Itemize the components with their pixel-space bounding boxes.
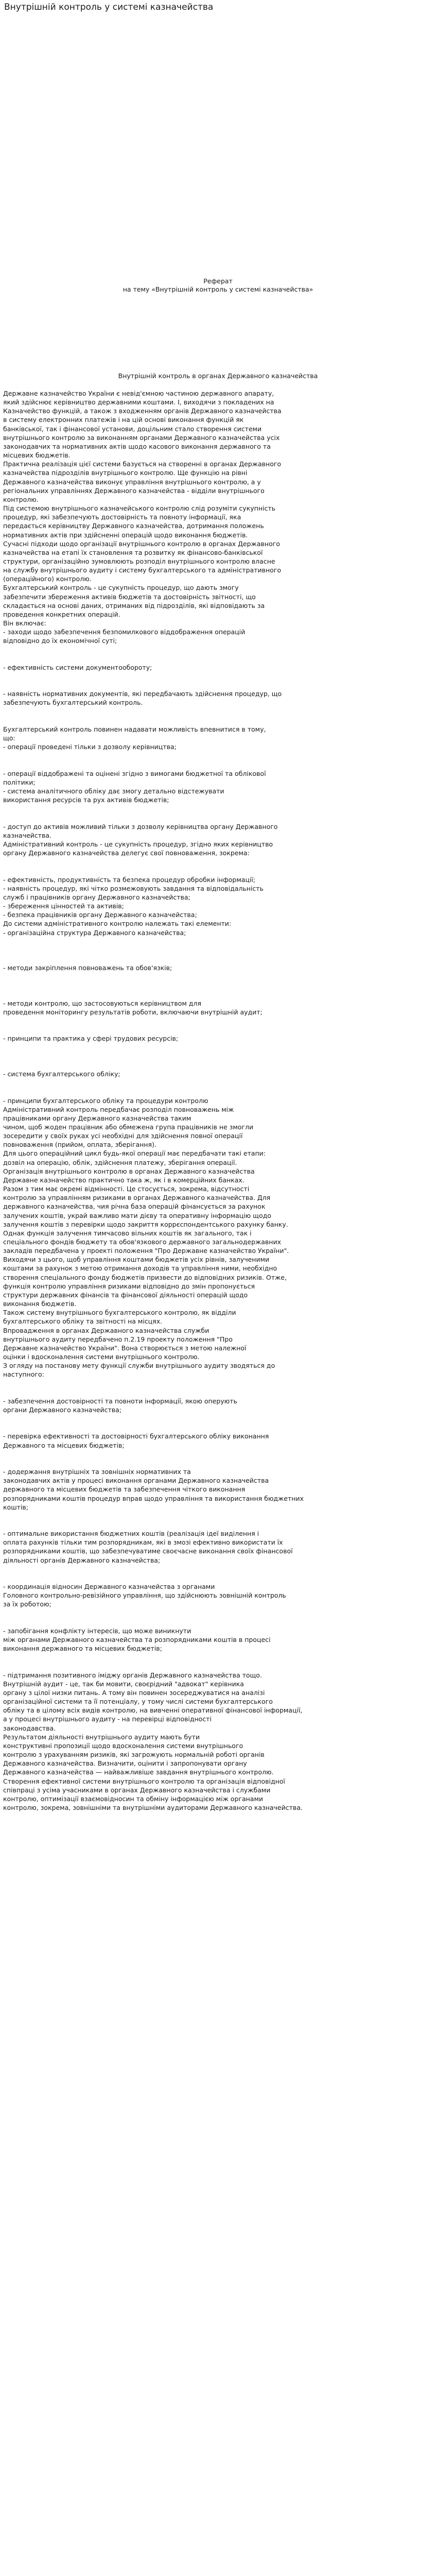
text-line: - забезпечення достовірності та повноти інформації, якою оперують bbox=[3, 1397, 237, 1405]
text-line: - доступ до активів можливий тільки з дозволу керівництва органу Державного bbox=[3, 822, 278, 831]
text-line: розпорядниками коштів процедур вправ щодо управління та використання бюджетних bbox=[3, 1494, 304, 1502]
blank-line bbox=[3, 1512, 432, 1520]
text-line: контролю, оптимізації взаємовідносин та обміну інформацією між органами bbox=[3, 1794, 264, 1803]
text-line: структури державних фінансів та фінансової діяльності операцій щодо bbox=[3, 1291, 248, 1299]
text-line: Внутрішній аудит - це, так би мовити, своєрідний "адвокат" керівника bbox=[3, 1680, 244, 1688]
blank-line bbox=[3, 1662, 432, 1671]
text-line: З огляду на постанову мету функції служби внутрішнього аудиту зводяться до bbox=[3, 1362, 275, 1370]
blank-line bbox=[3, 672, 432, 681]
text-line: органи Державного казначейства; bbox=[3, 1405, 122, 1414]
text-line: конструктивні пропозиції щодо вдосконалення системи внутрішнього bbox=[3, 1741, 243, 1750]
text-line: проведення конкретних операцій. bbox=[3, 610, 120, 618]
text-line: - безпека працівників органу Державного казначейства; bbox=[3, 911, 197, 919]
text-line: Головного контрольно-ревізійного управління, що здійснюють зовнішній контроль bbox=[3, 1591, 286, 1600]
text-line: внутрішнього аудиту передбачено п.2.19 проекту положення "Про bbox=[3, 1335, 233, 1343]
text-line: Адміністративний контроль передбачає розподіл повноважень між bbox=[3, 1105, 234, 1113]
text-line: забезпечити збереження активів бюджетів та достовірність звітності, що bbox=[3, 592, 256, 601]
blank-line bbox=[3, 1520, 432, 1529]
text-line: виконання державного та місцевих бюджетів; bbox=[3, 1645, 162, 1653]
text-line: дозвіл на операцію, облік, здійснення платежу, зберігання операції. bbox=[3, 1158, 237, 1166]
text-line: проведення моніторингу результатів роботи, включаючи внутрішній аудит; bbox=[3, 1008, 263, 1016]
text-line: казначейства на етапі їх становлення та розвитку як фінансово-банківської bbox=[3, 548, 263, 556]
text-line: співпраці з усіма учасниками в органах Державного казначейства і службами bbox=[3, 1786, 271, 1794]
text-line: забезпечують бухгалтерський контроль. bbox=[3, 699, 143, 707]
blank-line bbox=[3, 972, 432, 981]
text-line: працівниками органу Державного казначейства таким bbox=[3, 1114, 191, 1122]
blank-line bbox=[3, 1414, 432, 1423]
text-line: контролю за управлінням ризиками в органах Державного казначейства. Для bbox=[3, 1194, 271, 1202]
text-line: - принципи бухгалтерського обліку та процедури контролю bbox=[3, 1096, 208, 1105]
text-line: служб і працівників органу Державного казначейства; bbox=[3, 893, 190, 901]
blank-line bbox=[3, 1016, 432, 1025]
blank-line bbox=[3, 1078, 432, 1087]
text-line: місцевих бюджетів. bbox=[3, 451, 71, 460]
text-line: Державного казначейства виконує управління внутрішнього контролю, а у bbox=[3, 478, 261, 486]
blank-line bbox=[3, 1379, 432, 1388]
blank-line bbox=[3, 654, 432, 663]
text-line: казначейства підрозділів внутрішнього контролю. Ще функцію на рівні bbox=[3, 469, 248, 477]
text-line: Створення ефективної системи внутрішнього контролю та організація відповідної bbox=[3, 1777, 285, 1785]
blank-line bbox=[3, 1087, 432, 1096]
text-line: а у процесі внутрішнього аудиту - на перевірці відповідності bbox=[3, 1715, 212, 1723]
text-line: - організаційна структура Державного казначейства; bbox=[3, 928, 186, 937]
blank-line bbox=[3, 1061, 432, 1070]
text-line: Разом з тим має окремі відмінності. Це стосується, зокрема, відсутності bbox=[3, 1185, 250, 1193]
text-line: - операції віддображені та оцінені згідно з вимогами бюджетної та облікової bbox=[3, 769, 266, 777]
text-line: законодавчих актів у процесі виконання органами Державного казначейства bbox=[3, 1477, 269, 1485]
text-line: спеціального фондів бюджету та обов'язкового державного загальнодержавних bbox=[3, 1238, 281, 1246]
text-line: регіональних управліннях Державного казначейства - відділи внутрішнього bbox=[3, 486, 265, 495]
text-line: - система бухгалтерського обліку; bbox=[3, 1070, 120, 1078]
text-line: державного та місцевих бюджетів та забезпечення чіткого виконання bbox=[3, 1485, 246, 1494]
text-line: на службу внутрішнього аудиту і систему бухгалтерського та адміністративного bbox=[3, 566, 281, 574]
text-line: нормативних актів при здійсненні операцій щодо виконання бюджетів. bbox=[3, 531, 248, 539]
blank-line bbox=[3, 866, 432, 875]
text-line: Впровадження в органах Державного казначейства служби bbox=[3, 1326, 210, 1334]
text-line: - наявність процедур, які чітко розмежовують завдання та відповідальність bbox=[3, 884, 264, 892]
text-line: розпорядниками коштів, що забезпечуватиме своєчасне виконання своїх фінансової bbox=[3, 1547, 293, 1555]
blank-line bbox=[3, 1423, 432, 1432]
text-line: Бухгалтерський контроль повинен надавати можливість впевнитися в тому, bbox=[3, 725, 266, 733]
blank-line bbox=[3, 955, 432, 963]
text-line: До системи адміністративного контролю належать такі елементи: bbox=[3, 920, 232, 928]
blank-line bbox=[3, 937, 432, 946]
text-line: казначейства. bbox=[3, 831, 52, 839]
text-line: - принципи та практика у сфері трудових ресурсів; bbox=[3, 1035, 179, 1043]
text-line: структури, організаційно зумовлюють розподіл внутрішнього контролю власне bbox=[3, 557, 275, 565]
blank-line bbox=[3, 760, 432, 769]
section-heading: Внутрішній контроль в органах Державного казначейства bbox=[118, 372, 318, 380]
text-line: оцінки і вдосконалення системи внутрішнього контролю. bbox=[3, 1353, 200, 1361]
document-topic: на тему «Внутрішній контроль у системі казначейства» bbox=[123, 285, 313, 293]
blank-line bbox=[3, 1618, 432, 1626]
text-line: Під системою внутрішнього казначейського контролю слід розуміти сукупність bbox=[3, 504, 275, 513]
text-line: Державне казначейство практично така ж, як і в комерційних банках. bbox=[3, 1176, 245, 1184]
text-line: відповідно до їх економічної суті; bbox=[3, 637, 117, 645]
blank-line bbox=[3, 814, 432, 822]
document-label: Реферат bbox=[203, 277, 233, 285]
text-line: процедур, які забезпечують достовірність та повноту інформації, яка bbox=[3, 513, 241, 521]
text-line: - запобігання конфлікту інтересів, що може виникнути bbox=[3, 1626, 191, 1635]
text-line: - система аналітичного обліку дає змогу детально відстежувати bbox=[3, 787, 224, 795]
text-line: Результатом діяльності внутрішнього аудиту мають бути bbox=[3, 1733, 200, 1741]
text-line: - збереження цінностей та активів; bbox=[3, 902, 124, 910]
text-line: - заходи щодо забезпечення безпомилкового віддображення операцій bbox=[3, 628, 246, 636]
text-line: - оптимальне використання бюджетних коштів (реалізація ідеї виділення і bbox=[3, 1530, 259, 1538]
text-line: банківської, так і фінансової установи, доцільним стало створення системи bbox=[3, 425, 262, 433]
text-line: органу з цілої низки питань. А тому він повинен зосереджуватися на аналізі bbox=[3, 1688, 265, 1697]
text-line: законодавства. bbox=[3, 1724, 56, 1732]
text-line: - перевірка ефективності та достовірності бухгалтерського обліку виконання bbox=[3, 1432, 269, 1440]
text-line: передається керівництву Державного казначейства, дотримання положень bbox=[3, 522, 264, 530]
blank-line bbox=[3, 857, 432, 866]
text-line: контролю з урахуванням ризиків, які загрожують нормальній роботі органів bbox=[3, 1751, 265, 1759]
text-line: контролю, зокрема, зовнішніми та внутрішніми аудиторами Державного казначейства. bbox=[3, 1804, 303, 1811]
text-line: чином, щоб жоден працівник або обмежена група працівників не змогли bbox=[3, 1123, 254, 1131]
text-line: що: bbox=[3, 734, 15, 742]
blank-line bbox=[3, 1459, 432, 1467]
text-line: - ефективність системи документообороту; bbox=[3, 663, 152, 671]
text-line: Для цього операційний цикл будь-якої операції має передбачати такі етапи: bbox=[3, 1149, 266, 1158]
text-line: - координація відносин Державного казначейства з органами bbox=[3, 1583, 215, 1591]
document-body bbox=[3, 389, 432, 1812]
blank-line bbox=[3, 990, 432, 999]
text-line: наступного: bbox=[3, 1370, 44, 1379]
blank-line bbox=[3, 804, 432, 813]
text-line: політики; bbox=[3, 778, 36, 786]
text-line: який здійснює керівництво державними коштами. І, виходячи з покладених на bbox=[3, 398, 274, 406]
text-line: повноваження (прийом, оплата, зберігання). bbox=[3, 1141, 156, 1149]
text-line: - операції проведені тільки з дозволу керівництва; bbox=[3, 743, 177, 751]
text-line: внутрішнього контролю за виконанням органами Державного казначейства усіх bbox=[3, 433, 280, 442]
blank-line bbox=[3, 1609, 432, 1618]
text-line: Державного та місцевих бюджетів; bbox=[3, 1441, 125, 1449]
text-line: організаційної системи та її потенціалу, у тому числі системи бухгалтерського bbox=[3, 1698, 273, 1706]
blank-line bbox=[3, 1052, 432, 1061]
blank-line bbox=[3, 1025, 432, 1034]
text-line: Виходячи з цього, щоб управління коштами бюджетів усіх рівнів, залученими bbox=[3, 1256, 270, 1264]
text-line: Державного казначейства. Визначити, оцінити і запропонувати органу bbox=[3, 1759, 247, 1768]
text-line: залучених коштів, украй важливо мати дієву та оперативну інформацію щодо bbox=[3, 1211, 271, 1219]
blank-line bbox=[3, 707, 432, 716]
text-line: діяльності органів Державного казначейства; bbox=[3, 1556, 161, 1564]
text-line: - ефективність, продуктивність та безпека процедур обробки інформації; bbox=[3, 875, 256, 884]
blank-line bbox=[3, 1450, 432, 1459]
text-line: органу Державного казначейства делегує свої повноваження, зокрема: bbox=[3, 849, 250, 857]
text-line: Практична реалізація цієї системи базується на створенні в органах Державного bbox=[3, 460, 282, 468]
text-line: Сучасні підходи щодо організації внутрішнього контролю в органах Державного bbox=[3, 539, 280, 548]
text-line: Він включає: bbox=[3, 619, 46, 628]
text-line: Бухгалтерський контроль - це сукупність процедур, що дають змогу bbox=[3, 584, 239, 592]
text-line: виконання бюджетів. bbox=[3, 1300, 77, 1308]
text-line: використання ресурсів та рух активів бюджетів; bbox=[3, 796, 169, 804]
text-line: функція контролю управління ризиками відповідно до змін пропонується bbox=[3, 1282, 255, 1290]
text-line: Однак функція залучення тимчасово вільних коштів як загального, так і bbox=[3, 1229, 252, 1237]
text-line: Адміністративний контроль - це сукупність процедур, згідно яких керівництво bbox=[3, 840, 273, 848]
text-line: оплата рахунків тільки тим розпорядникам, які в змозі ефективно використати їх bbox=[3, 1538, 283, 1547]
text-line: закладів передбачена у проекті положення "Про Державне казначейство України". bbox=[3, 1247, 289, 1255]
text-line: - додержання внутрішніх та зовнішніх нормативних та bbox=[3, 1468, 191, 1476]
text-line: обліку та в цілому всіх видів контролю, на вивченні оперативної фінансової інформації, bbox=[3, 1706, 303, 1715]
page-title: Внутрішній контроль у системі казначейства bbox=[4, 2, 214, 12]
blank-line bbox=[3, 946, 432, 955]
text-line: Також систему внутрішнього бухгалтерського контролю, як відділи bbox=[3, 1309, 236, 1317]
blank-line bbox=[3, 681, 432, 689]
text-line: Державного казначейства — найважливіше завдання внутрішнього контролю. bbox=[3, 1768, 274, 1776]
text-line: - методи закріплення повноважень та обов'язків; bbox=[3, 964, 172, 972]
blank-line bbox=[3, 716, 432, 725]
text-line: коштами за рахунок з метою отримання доходів та управління ними, необхідно bbox=[3, 1264, 277, 1273]
blank-line bbox=[3, 1388, 432, 1397]
blank-line bbox=[3, 981, 432, 990]
text-line: законодавчих та нормативних актів щодо касового виконання державного та bbox=[3, 442, 271, 450]
text-line: зосередити у своїх руках усі необхідні для здійснення повної операції bbox=[3, 1132, 243, 1140]
text-line: створення спеціального фонду бюджетів призвести до відповідних ризиків. Отже, bbox=[3, 1273, 287, 1281]
blank-line bbox=[3, 646, 432, 654]
blank-line bbox=[3, 1043, 432, 1052]
text-line: - підтримання позитивного іміджу органів Державного казначейства тощо. bbox=[3, 1671, 262, 1679]
text-line: за їх роботою; bbox=[3, 1600, 51, 1608]
text-line: державного казначейства, чия річна база операцій фінансується за рахунок bbox=[3, 1202, 266, 1211]
text-line: бухгалтерського обліку та звітності на місцях. bbox=[3, 1317, 163, 1326]
blank-line bbox=[3, 1573, 432, 1582]
text-line: Казначейство функцій, а також з входженням органів Державного казначейства bbox=[3, 407, 282, 415]
text-line: - наявність нормативних документів, які передбачають здійснення процедур, що bbox=[3, 690, 282, 698]
text-line: Державне казначейство України". Вона створюється з метою належної bbox=[3, 1344, 247, 1352]
text-line: Організація внутрішнього контролю в органах Державного казначейства bbox=[3, 1167, 255, 1175]
text-line: (операційного) контролю. bbox=[3, 575, 92, 583]
blank-line bbox=[3, 1653, 432, 1662]
text-line: коштів; bbox=[3, 1503, 28, 1511]
text-line: складається на основі даних, отриманих від підрозділів, які відповідають за bbox=[3, 601, 265, 609]
text-line: Державне казначейство України є невід'ємною частиною державного апарату, bbox=[3, 389, 274, 397]
blank-line bbox=[3, 1565, 432, 1573]
blank-line bbox=[3, 751, 432, 760]
text-line: залучення коштів з перевірки щодо закриття коррєспондентського рахунку банку. bbox=[3, 1220, 288, 1228]
text-line: в систему електронних платежів і на цій основі виконання функцій як bbox=[3, 416, 244, 424]
text-line: контролю. bbox=[3, 495, 39, 503]
text-line: між органами Державного казначейства та розпорядниками коштів в процесі bbox=[3, 1636, 271, 1644]
text-line: - методи контролю, що застосовуються керівництвом для bbox=[3, 999, 201, 1007]
